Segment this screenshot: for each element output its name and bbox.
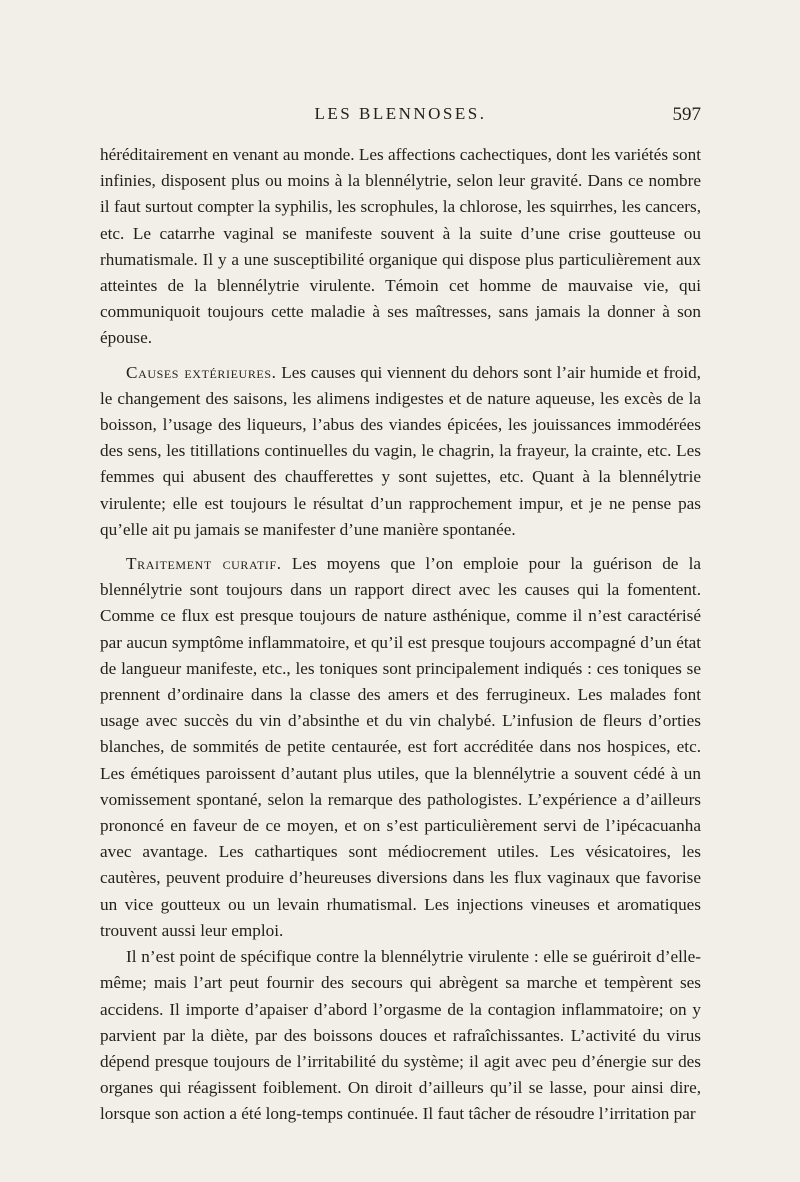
section-lead-traitement: Traitement curatif. — [126, 554, 282, 574]
paragraph-text: héréditairement en venant au monde. Les affections cachectiques, dont les variétés sont infinies, disposent plus ou moins à la blennélytrie, selon leur gravité. Dans ce nombre il faut surtout compter la syphilis, les scrophules, la chlorose, les squirrhes, les cancers, etc. Le catarrhe vaginal se manifeste souvent à la suite d’une crise goutteuse ou rhumatismale. Il y a une susceptibilité organique qui dispose plus particulièrement aux atteintes de la blennélytrie virulente. Témoin cet homme de mauvaise vie, qui communiquoit toujours cette maladie à ses maîtresses, sans jamais la donner à son épouse. — [100, 145, 701, 348]
page-number: 597 — [672, 104, 701, 125]
section-lead-causes: Causes extérieures. — [126, 362, 277, 382]
paragraph-text: Les moyens que l’on emploie pour la guérison de la blennélytrie sont toujours dans un rapport direct avec les causes qui la fomentent. Comme ce flux est presque toujours de nature asthénique, comme il n’est caractérisé par aucun symptôme inflammatoire, et qu’il est presque toujours accompagné d’un état de langueur manifeste, etc., les toniques sont principalement indiqués : ces toniques se prennent d’ordinaire dans la classe des amers et des ferrugineux. Les malades font usage avec succès du vin d’absinthe et du vin chalybé. L’infusion de fleurs d’orties blanches, de sommités de petite centaurée, est fort accréditée dans nos hospices, etc. Les émétiques paroissent d’autant plus utiles, que la blennélytrie a souvent cédé à un vomissement spontané, selon la remarque des pathologistes. L’expérience a d’ailleurs prononcé en faveur de ce moyen, et on s’est particulièrement servi de l’ipécacuanha avec avantage. Les cathartiques sont médiocrement utiles. Les vésicatoires, les cautères, peuvent produire d’heureuses diversions dans les flux vaginaux que favorise un vice goutteux ou un levain rhumatismal. Les injections vineuses et aromatiques trouvent aussi leur emploi. — [100, 554, 701, 940]
page-header — [100, 104, 701, 134]
page-body — [100, 142, 701, 1128]
paragraph-text: Il n’est point de spécifique contre la blennélytrie virulente : elle se guériroit d’elle-même; mais l’art peut fournir des secours qui abrègent sa marche et tempèrent ses accidens. Il importe d’apaiser d’abord l’orgasme de la contagion inflammatoire; on y parvient par la diète, par des boissons douces et rafraîchissantes. L’activité du virus dépend presque toujours de l’irritabilité du système; il agit avec peu d’énergie sur des organes qui réagissent foiblement. On diroit d’ailleurs qu’il se lasse, pour ainsi dire, lorsque son action a été long-temps continuée. Il faut tâcher de résoudre l’irritation par — [100, 947, 701, 1124]
paragraph-specifique — [100, 944, 701, 1127]
paragraph-continuation — [100, 142, 701, 352]
running-head: LES BLENNOSES. — [314, 104, 487, 123]
paragraph-text: Les causes qui viennent du dehors sont l’air humide et froid, le changement des saisons, les alimens indigestes et de nature aqueuse, les excès de la boisson, l’usage des liqueurs, l’abus des viandes épicées, les jouissances immodérées des sens, les titillations continuelles du vagin, le chagrin, la frayeur, la crainte, etc. Les femmes qui abusent des chaufferettes y sont sujettes, etc. Quant à la blennélytrie virulente; elle est toujours le résultat d’un rapprochement impur, et je ne pense pas qu’elle ait pu jamais se manifester d’une manière spontanée. — [100, 362, 701, 539]
paragraph-traitement-curatif — [100, 551, 701, 944]
paragraph-causes-exterieures — [100, 360, 701, 543]
